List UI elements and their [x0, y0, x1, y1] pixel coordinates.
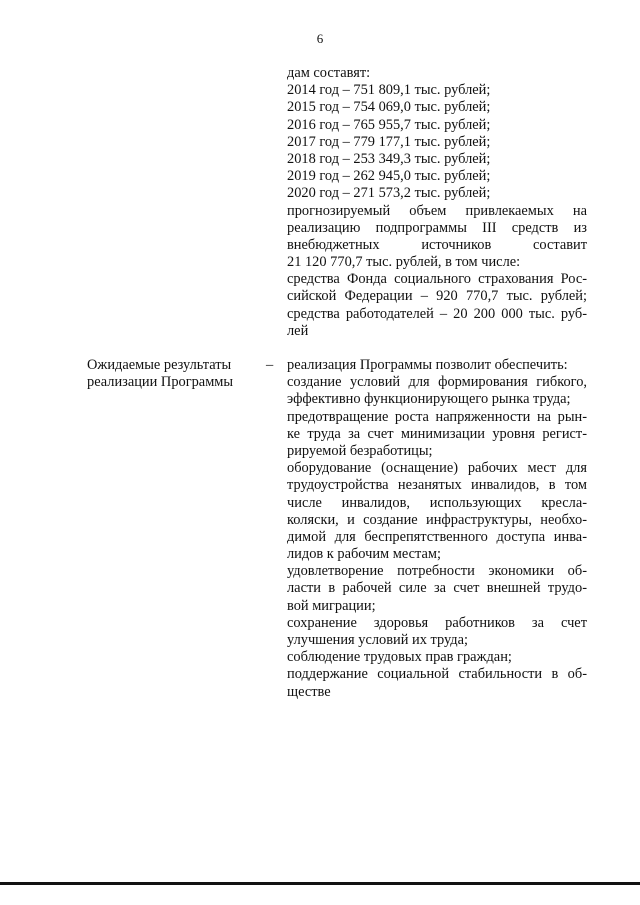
results-dash: – — [266, 357, 274, 373]
funding-year-2020: 2020 год – 271 573,2 тыс. рублей; — [287, 185, 491, 202]
result-line: удовлетворение потребности экономики об- — [287, 563, 587, 580]
forecast-line: внебюджетных источников составит — [287, 236, 587, 253]
result-line: улучшения условий их труда; — [287, 632, 468, 648]
results-label-line: реализации Программы — [87, 374, 234, 391]
result-line: рируемой безработицы; — [287, 442, 433, 459]
result-line: предотвращение роста напряженности на рын- — [287, 408, 587, 425]
forecast-line: средства Фонда социального страхования Рос- — [287, 271, 587, 288]
result-line: реализация Программы позволит обеспечить: — [287, 357, 568, 373]
results-section — [287, 357, 587, 701]
funding-year-2019: 2019 год – 262 945,0 тыс. рублей; — [287, 168, 491, 185]
funding-year-2017: 2017 год – 779 177,1 тыс. рублей; — [287, 133, 491, 150]
funding-year-2014: 2014 год – 751 809,1 тыс. рублей; — [287, 82, 491, 99]
result-line: димой для беспрепятственного доступа инва- — [287, 528, 587, 545]
funding-section — [287, 65, 587, 340]
funding-year-2016: 2016 год – 765 955,7 тыс. рублей; — [287, 116, 491, 133]
forecast-line: 21 120 770,7 тыс. рублей, в том числе: — [287, 254, 521, 271]
funding-year-2015: 2015 год – 754 069,0 тыс. рублей; — [287, 99, 491, 116]
funding-year-2018: 2018 год – 253 349,3 тыс. рублей; — [287, 150, 491, 167]
results-label-line: Ожидаемые результаты — [87, 357, 232, 373]
page-number: 6 — [316, 31, 324, 46]
forecast-line: сийской Федерации – 920 770,7 тыс. рублей; — [287, 288, 587, 305]
result-line: лидов к рабочим местам; — [287, 546, 441, 563]
result-line: ществе — [287, 683, 331, 700]
result-line: трудоустройства незанятых инвалидов, в том — [287, 477, 587, 494]
forecast-line: средства работодателей – 20 200 000 тыс. руб- — [287, 305, 587, 322]
result-line: ласти в рабочей силе за счет внешней трудо- — [287, 580, 587, 597]
forecast-line: прогнозируемый объем привлекаемых на — [287, 202, 587, 219]
result-line: сохранение здоровья работников за счет — [287, 614, 587, 631]
result-line: создание условий для формирования гибкого, — [287, 374, 587, 391]
result-line: вой миграции; — [287, 597, 376, 614]
result-line: ке труда за счет минимизации уровня регист- — [287, 425, 587, 442]
result-line: эффективно функционирующего рынка труда; — [287, 391, 571, 408]
bottom-rule — [0, 882, 640, 885]
forecast-line: реализацию подпрограммы III средств из — [287, 219, 587, 236]
result-line: числе инвалидов, использующих кресла- — [287, 494, 587, 511]
forecast-line: лей — [287, 322, 309, 339]
results-label — [87, 357, 257, 391]
result-line: соблюдение трудовых прав граждан; — [287, 649, 512, 666]
result-line: оборудование (оснащение) рабочих мест для — [287, 460, 587, 477]
result-line: поддержание социальной стабильности в об- — [287, 666, 587, 683]
result-line: коляски, и создание инфраструктуры, необхо- — [287, 511, 587, 528]
funding-intro: дам составят: — [287, 65, 371, 81]
